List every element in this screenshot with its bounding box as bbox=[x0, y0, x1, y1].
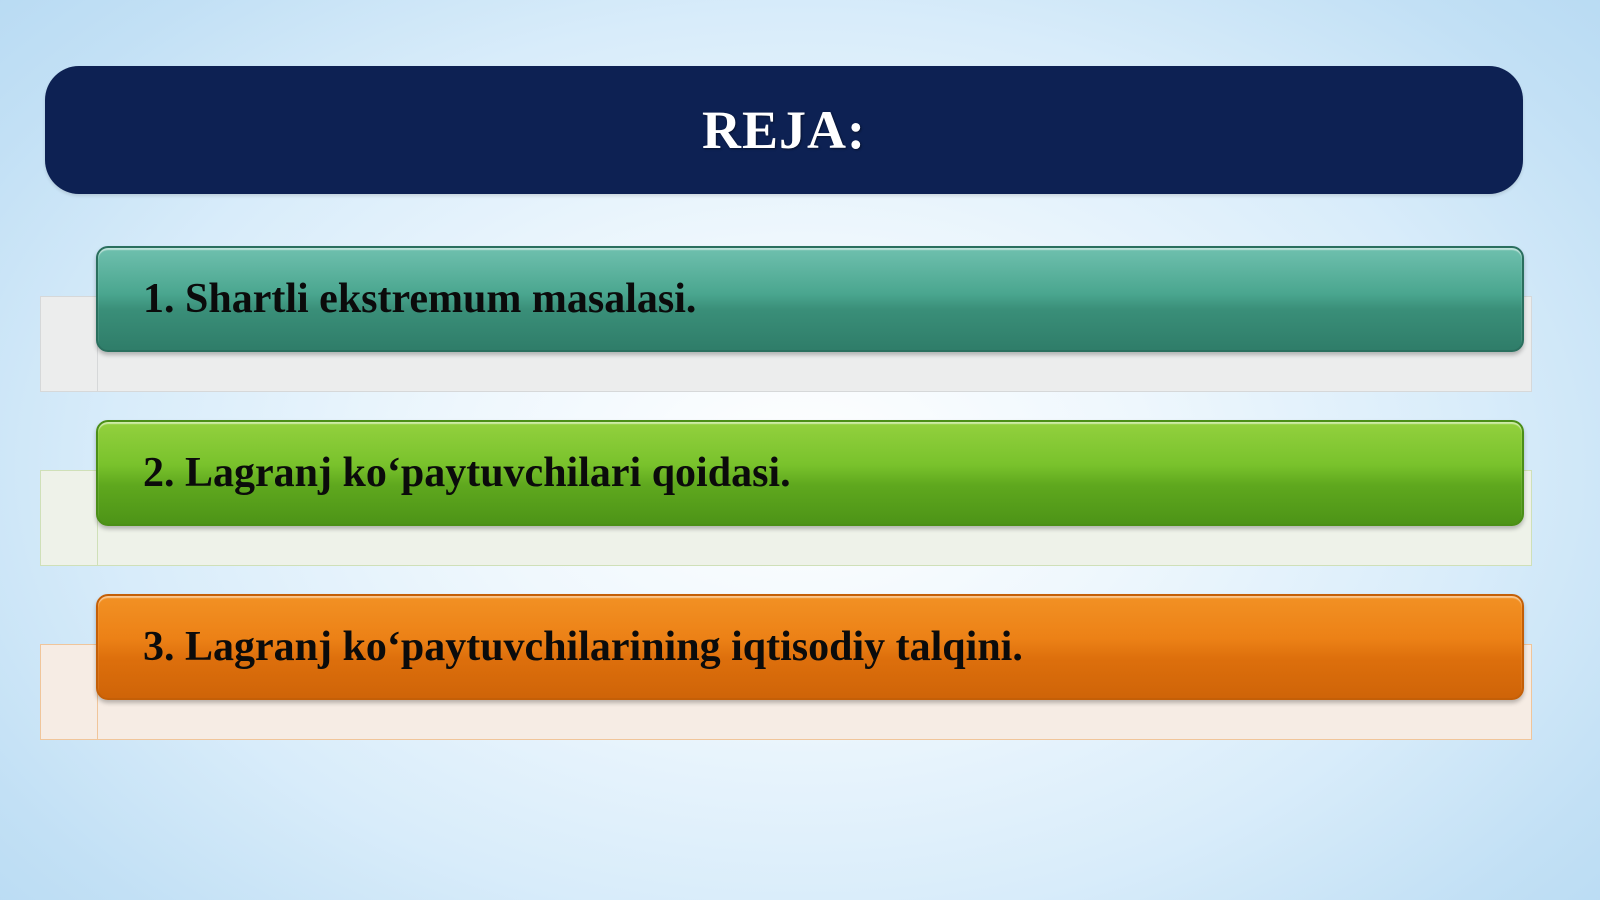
agenda-list bbox=[0, 240, 1600, 762]
list-item-bar-2[interactable] bbox=[96, 420, 1524, 526]
list-item[interactable] bbox=[0, 414, 1600, 588]
list-item[interactable] bbox=[0, 240, 1600, 414]
page-title: REJA: bbox=[702, 100, 866, 160]
list-item-connector bbox=[40, 296, 98, 392]
list-item-bar-3[interactable] bbox=[96, 594, 1524, 700]
list-item-label: 1. Shartli ekstremum masalasi. bbox=[143, 276, 697, 322]
list-item-connector bbox=[40, 644, 98, 740]
list-item-label: 2. Lagranj ko‘paytuvchilari qoidasi. bbox=[143, 450, 791, 496]
list-item-connector bbox=[40, 470, 98, 566]
list-item[interactable] bbox=[0, 588, 1600, 762]
list-item-bar-1[interactable] bbox=[96, 246, 1524, 352]
list-item-label: 3. Lagranj ko‘paytuvchilarining iqtisodiy talqini. bbox=[143, 624, 1023, 670]
slide-title-bar bbox=[45, 66, 1523, 194]
